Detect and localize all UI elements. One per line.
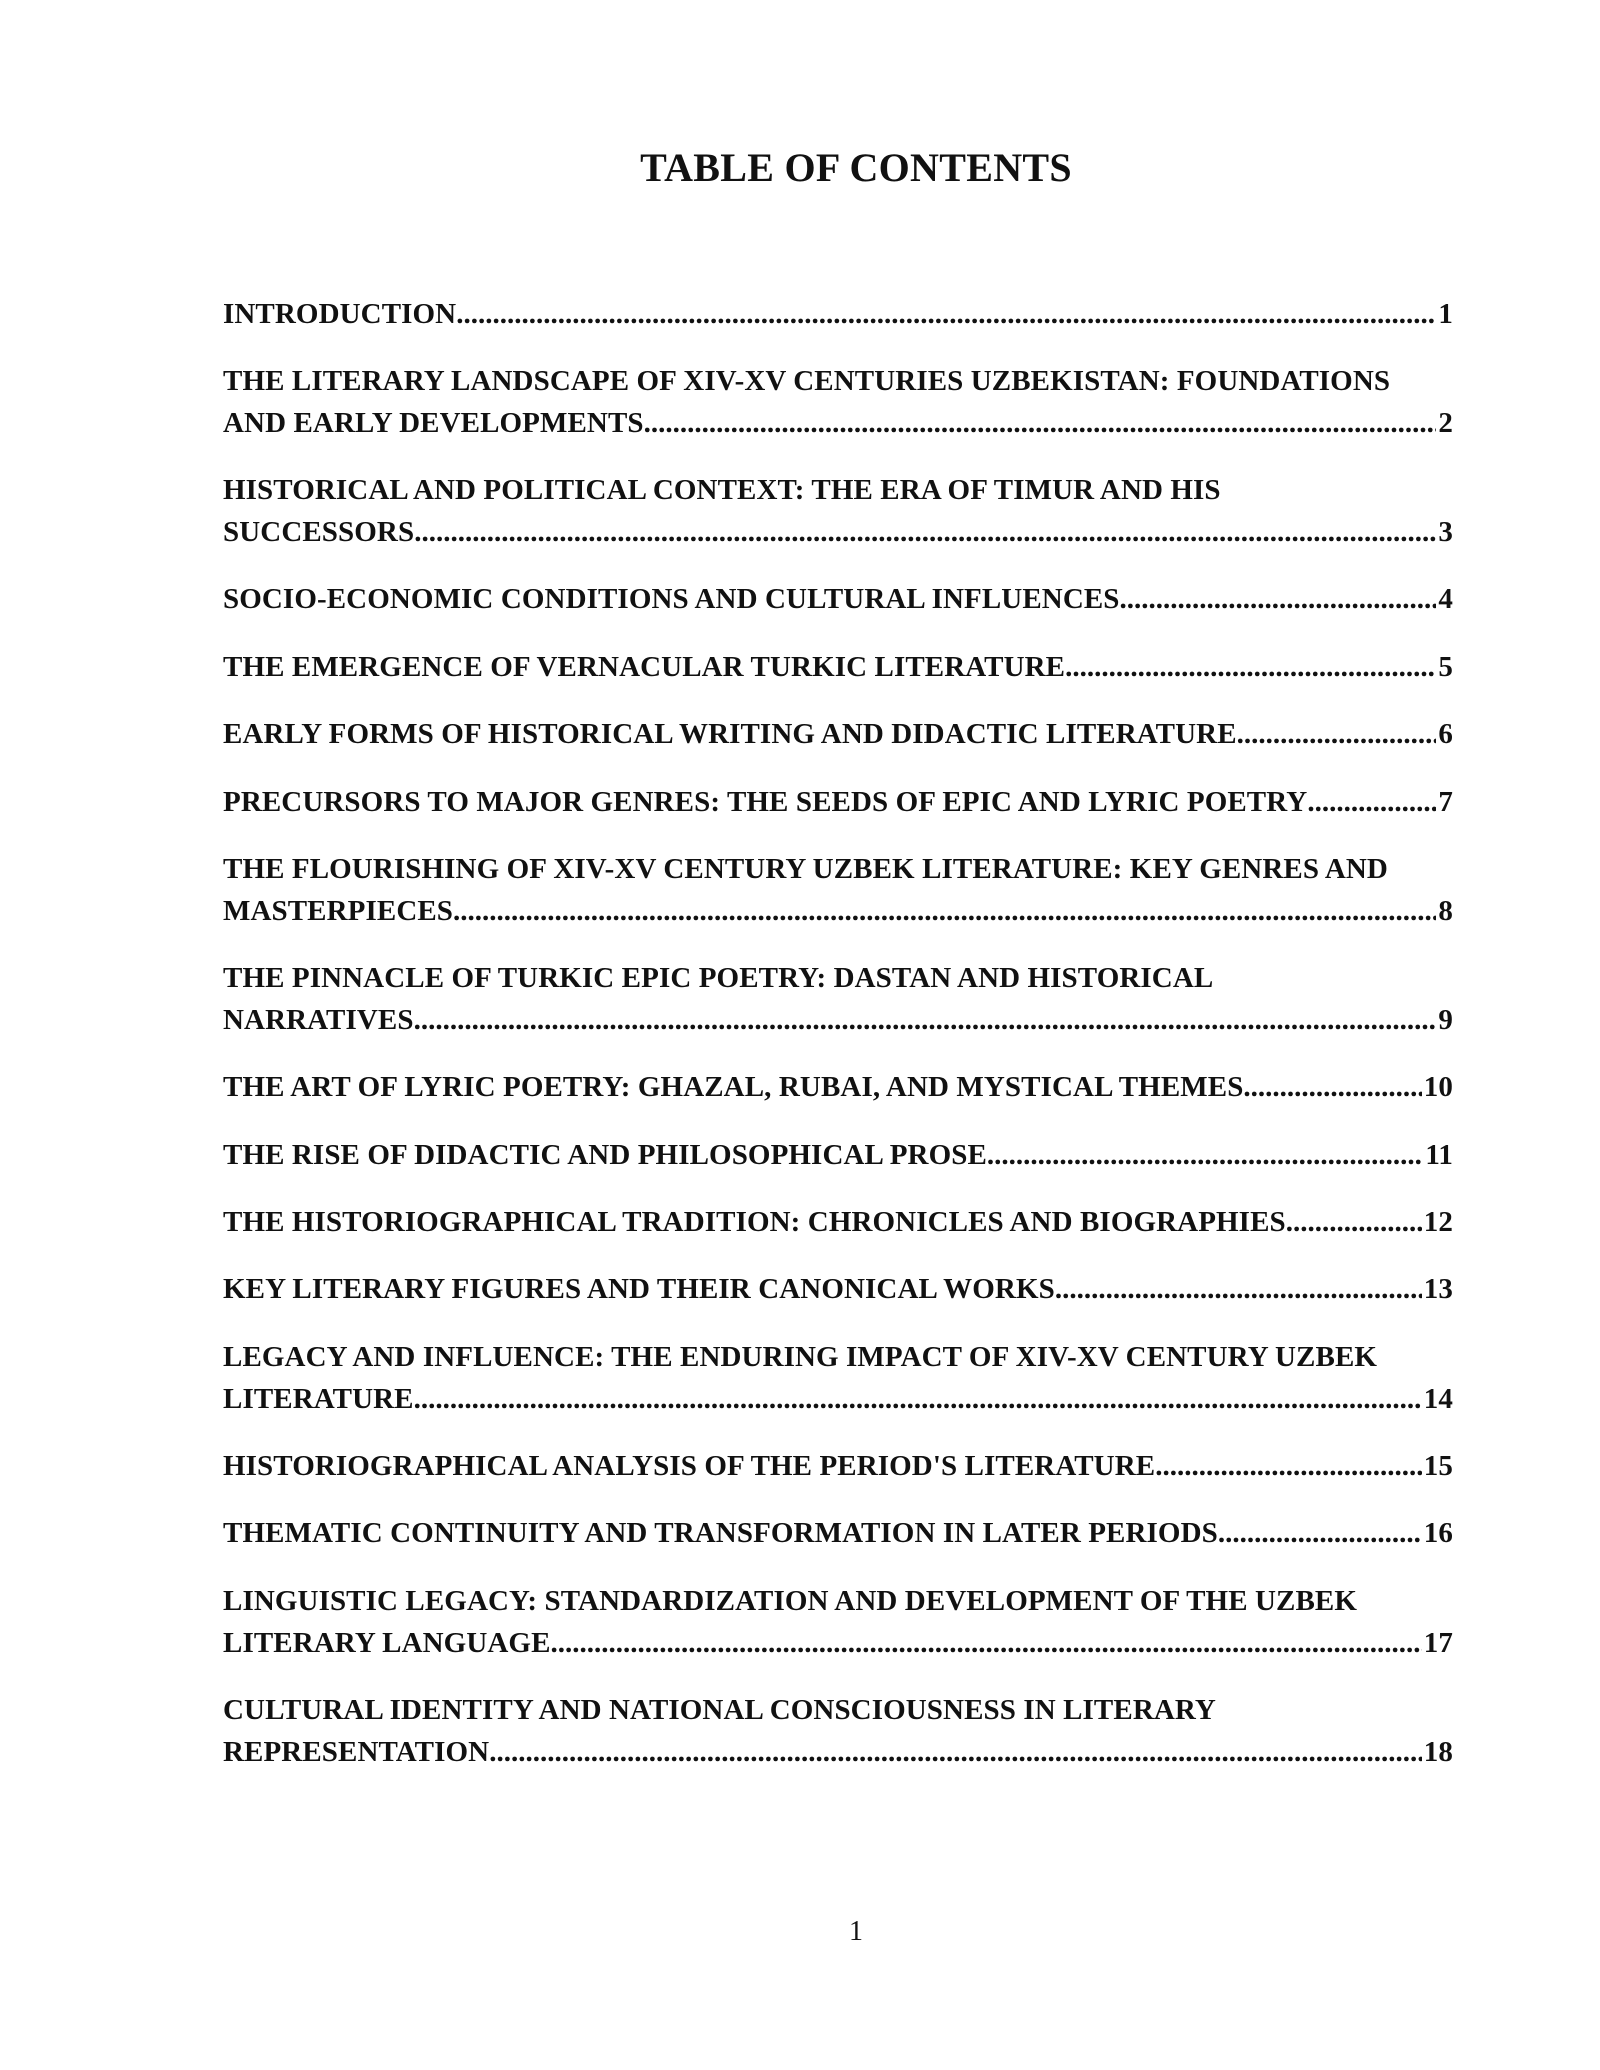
toc-entry-line: [223, 1512, 1453, 1554]
toc-entry-line: [223, 293, 1453, 335]
toc-entry-title-part-1: THE FLOURISHING OF XIV-XV CENTURY UZBEK LITERATURE: KEY GENRES AND: [223, 853, 1388, 885]
toc-entry-title-line-1: [223, 1580, 1453, 1622]
toc-page-number: 12: [1423, 1206, 1453, 1238]
page-title: TABLE OF CONTENTS: [640, 145, 1072, 190]
toc-page-number: 18: [1423, 1736, 1453, 1768]
toc-dot-leader: [1218, 1512, 1422, 1554]
toc-dot-leader: [1237, 713, 1437, 755]
toc-entry-title-part-1: THE PINNACLE OF TURKIC EPIC POETRY: DASTAN AND HISTORICAL: [223, 962, 1214, 994]
toc-entry[interactable]: [223, 1580, 1453, 1664]
toc-entry-title: KEY LITERARY FIGURES AND THEIR CANONICAL WORKS: [223, 1273, 1055, 1305]
toc-entry-title: THE HISTORIOGRAPHICAL TRADITION: CHRONICLES AND BIOGRAPHIES: [223, 1206, 1286, 1238]
toc-entry-line: [223, 1134, 1453, 1176]
page-number-footer: 1: [849, 1916, 863, 1947]
toc-entry-title-part-2: MASTERPIECES: [223, 895, 454, 927]
toc-entry-title-line-1: [223, 957, 1453, 999]
toc-entry[interactable]: [223, 848, 1453, 932]
toc-entry-title-part-1: HISTORICAL AND POLITICAL CONTEXT: THE ERA OF TIMUR AND HIS: [223, 474, 1221, 506]
toc-entry-line: [223, 1268, 1453, 1310]
toc-entry-title-part-2: LITERATURE: [223, 1383, 414, 1415]
toc-entry[interactable]: [223, 713, 1453, 755]
toc-dot-leader: [1055, 1268, 1422, 1310]
toc-entry-line: [223, 1445, 1453, 1487]
toc-entry-line: [223, 1731, 1453, 1773]
toc-page-number: 15: [1423, 1450, 1453, 1482]
toc-page-number: 8: [1438, 895, 1453, 927]
toc-entry-title-part-2: LITERARY LANGUAGE: [223, 1627, 551, 1659]
toc-page-number: 13: [1423, 1273, 1453, 1305]
toc-entry-line: [223, 402, 1453, 444]
toc-page-number: 14: [1423, 1383, 1453, 1415]
toc-entry-title-part-1: CULTURAL IDENTITY AND NATIONAL CONSCIOUSNESS IN LITERARY: [223, 1694, 1216, 1726]
toc-entry-line: [223, 781, 1453, 823]
toc-entry-line: [223, 1066, 1453, 1108]
toc-entry[interactable]: [223, 578, 1453, 620]
toc-dot-leader: [551, 1622, 1422, 1664]
toc-entry-line: [223, 1378, 1453, 1420]
toc-entry-title-line-1: [223, 360, 1453, 402]
toc-entry-title-part-2: REPRESENTATION: [223, 1736, 490, 1768]
toc-entry-title: INTRODUCTION: [223, 298, 457, 330]
toc-entry-title: THE EMERGENCE OF VERNACULAR TURKIC LITERATURE: [223, 651, 1066, 683]
toc-dot-leader: [489, 1731, 1422, 1773]
toc-entry[interactable]: [223, 1134, 1453, 1176]
toc-entry-title-part-2: SUCCESSORS: [223, 516, 415, 548]
toc-entry-line: [223, 646, 1453, 688]
toc-entry-title-line-1: [223, 848, 1453, 890]
toc-entry-line: [223, 511, 1453, 553]
toc-page-number: 1: [1438, 298, 1453, 330]
toc-dot-leader: [414, 999, 1437, 1041]
toc-entry-title: EARLY FORMS OF HISTORICAL WRITING AND DIDACTIC LITERATURE: [223, 718, 1237, 750]
toc-dot-leader: [644, 402, 1437, 444]
toc-dot-leader: [1286, 1201, 1422, 1243]
toc-entry-line: [223, 890, 1453, 932]
toc-entry-title-part-1: LEGACY AND INFLUENCE: THE ENDURING IMPACT OF XIV-XV CENTURY UZBEK: [223, 1341, 1378, 1373]
toc-dot-leader: [1155, 1445, 1422, 1487]
toc-dot-leader: [456, 293, 1436, 335]
toc-entry[interactable]: [223, 646, 1453, 688]
toc-entry[interactable]: [223, 781, 1453, 823]
toc-dot-leader: [1307, 781, 1436, 823]
toc-entry-title-part-1: LINGUISTIC LEGACY: STANDARDIZATION AND DEVELOPMENT OF THE UZBEK: [223, 1585, 1358, 1617]
toc-entry[interactable]: [223, 293, 1453, 335]
toc-entry-title-line-1: [223, 1336, 1453, 1378]
toc-entry[interactable]: [223, 1445, 1453, 1487]
toc-entry-title-line-1: [223, 1689, 1453, 1731]
toc-entry[interactable]: [223, 1066, 1453, 1108]
toc-entry-line: [223, 713, 1453, 755]
toc-entry-title-part-2: AND EARLY DEVELOPMENTS: [223, 407, 644, 439]
toc-dot-leader: [453, 890, 1436, 932]
toc-dot-leader: [1065, 646, 1436, 688]
toc-entry-line: [223, 1201, 1453, 1243]
toc-page-number: 11: [1425, 1139, 1453, 1171]
toc-entry[interactable]: [223, 957, 1453, 1041]
toc-entry[interactable]: [223, 1201, 1453, 1243]
toc-entry[interactable]: [223, 1336, 1453, 1420]
toc-dot-leader: [987, 1134, 1423, 1176]
toc-entry-title: THEMATIC CONTINUITY AND TRANSFORMATION IN LATER PERIODS: [223, 1517, 1218, 1549]
toc-entry[interactable]: [223, 1512, 1453, 1554]
toc-dot-leader: [1120, 578, 1437, 620]
toc-dot-leader: [414, 511, 1436, 553]
toc-entry-title-part-2: NARRATIVES: [223, 1004, 414, 1036]
toc-page-number: 3: [1438, 516, 1453, 548]
toc-entry-title: THE RISE OF DIDACTIC AND PHILOSOPHICAL PROSE: [223, 1139, 987, 1171]
toc-entry-title-line-1: [223, 469, 1453, 511]
toc-dot-leader: [414, 1378, 1422, 1420]
toc-page-number: 9: [1438, 1004, 1453, 1036]
toc-page-number: 5: [1438, 651, 1453, 683]
toc-entry[interactable]: [223, 1268, 1453, 1310]
toc-page-number: 2: [1438, 407, 1453, 439]
toc-page-number: 6: [1438, 718, 1453, 750]
toc-entry-title: PRECURSORS TO MAJOR GENRES: THE SEEDS OF EPIC AND LYRIC POETRY: [223, 786, 1308, 818]
toc-entry[interactable]: [223, 1689, 1453, 1773]
toc-entry-line: [223, 578, 1453, 620]
toc-entry-title: THE ART OF LYRIC POETRY: GHAZAL, RUBAI, AND MYSTICAL THEMES: [223, 1071, 1244, 1103]
toc-entry[interactable]: [223, 469, 1453, 553]
toc-entry-title: HISTORIOGRAPHICAL ANALYSIS OF THE PERIOD'S LITERATURE: [223, 1450, 1156, 1482]
toc-page-number: 10: [1423, 1071, 1453, 1103]
toc-entry-title: SOCIO-ECONOMIC CONDITIONS AND CULTURAL INFLUENCES: [223, 583, 1120, 615]
toc-page-number: 17: [1423, 1627, 1453, 1659]
toc-entry-line: [223, 1622, 1453, 1664]
toc-entry[interactable]: [223, 360, 1453, 444]
toc-page-number: 16: [1423, 1517, 1453, 1549]
toc-page-number: 4: [1438, 583, 1453, 615]
toc-entry-title-part-1: THE LITERARY LANDSCAPE OF XIV-XV CENTURIES UZBEKISTAN: FOUNDATIONS: [223, 365, 1391, 397]
toc-dot-leader: [1243, 1066, 1421, 1108]
toc-page-number: 7: [1438, 786, 1453, 818]
toc-entry-line: [223, 999, 1453, 1041]
